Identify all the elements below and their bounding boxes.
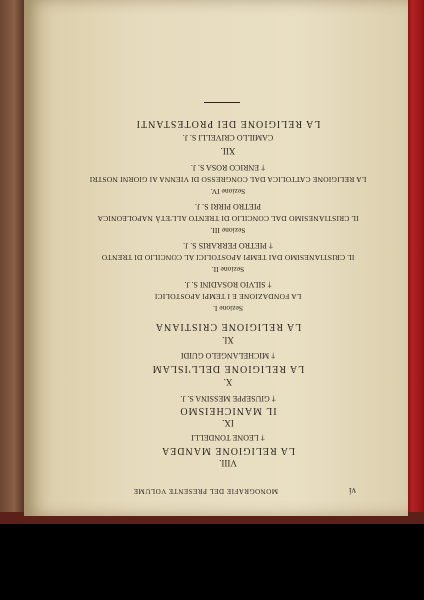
book-page — [24, 0, 408, 516]
entry-number: XI. — [222, 335, 234, 345]
section-author: † PIETRO FERRARIS S. J. — [183, 241, 273, 250]
entry-author: CAMILLO CRIVELLI S. J. — [182, 133, 274, 142]
section-author: † ENRICO ROSA S. J. — [190, 163, 266, 172]
entry-number: IX. — [222, 418, 234, 428]
section-title: IL CRISTIANESIMO DAL CONCILIO DI TRENTO ALL'ETÀ NAPOLEONICA — [97, 214, 359, 223]
entry-author: † GIUSEPPE MESSINA S. J. — [180, 394, 276, 403]
section-title: LA FONDAZIONE E I TEMPI APOSTOLICI — [154, 292, 302, 301]
section-author: PIETRO PIRRI S. J. — [195, 202, 262, 211]
entry-author: † LEONE TONDELLI — [191, 433, 265, 442]
book-cover-left — [0, 0, 24, 520]
entry-title: LA RELIGIONE MANDEA — [161, 445, 295, 456]
section-label: Sezione II. — [211, 265, 245, 274]
page-number: vi — [348, 486, 356, 496]
entry-title: LA RELIGIONE CRISTIANA — [154, 321, 302, 332]
entry-author: † MICHELANGELO GUIDI — [180, 351, 276, 360]
entry-number: XII. — [220, 146, 236, 156]
section-label: Sezione I. — [213, 304, 243, 313]
closing-rule — [204, 102, 240, 103]
entry-title: LA RELIGIONE DELL'ISLAM — [151, 363, 305, 374]
running-head — [56, 484, 356, 496]
section-title: LA RELIGIONE CATTOLICA DAL CONGRESSO DI VIENNA AI GIORNI NOSTRI — [89, 175, 367, 184]
entry-number: X. — [223, 377, 233, 387]
entry-number: VIII. — [219, 458, 237, 468]
entry-title: IL MANICHEISMO — [179, 405, 277, 416]
running-title: MONOGRAFIE DEL PRESENTE VOLUME — [133, 487, 278, 495]
section-label: Sezione III. — [210, 226, 246, 235]
section-label: Sezione IV. — [210, 187, 246, 196]
section-title: IL CRISTIANESIMO DAI TEMPI APOSTOLICI AL CONCILIO DI TRENTO — [101, 253, 355, 262]
section-author: † SILVIO ROSADINI S. J. — [184, 280, 272, 289]
entry-title: LA RELIGIONE DEI PROTESTANTI — [135, 118, 321, 129]
upside-down-content — [24, 0, 408, 516]
